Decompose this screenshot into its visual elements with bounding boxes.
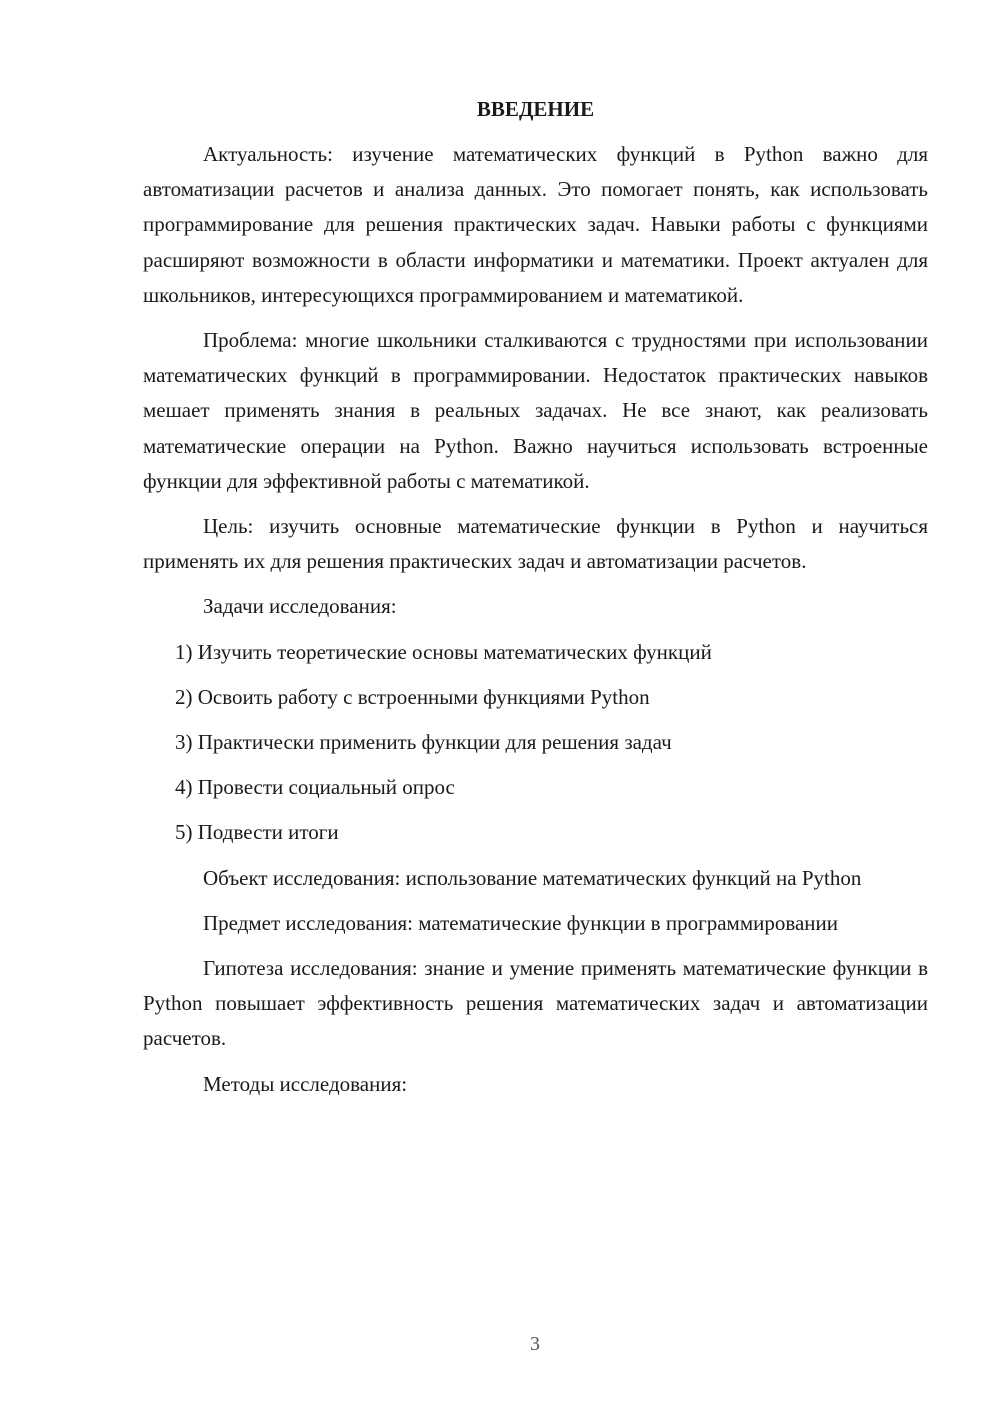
list-item: 4) Провести социальный опрос [175, 775, 455, 800]
paragraph-relevance: Актуальность: изучение математических функций в Python важно для автоматизации расчетов и анализа данных. Это помогает понять, как использовать программирование для решения практических задач. Навыки работы с функциями расширяют возможности в области информатики и математики. Проект актуален для школьников, интересующихся программированием и математикой. [143, 142, 928, 307]
paragraph-problem: Проблема: многие школьники сталкиваются с трудностями при использовании математических функций в программировании. Недостаток практических навыков мешает применять знания в реальных задачах. Не все знают, как реализовать математические операции на Python. Важно научиться использовать встроенные функции для эффективной работы с математикой. [143, 328, 928, 493]
tasks-list [143, 635, 928, 851]
paragraph-subject: Предмет исследования: математические функции в программировании [203, 910, 839, 935]
page-number: 3 [530, 1333, 540, 1355]
paragraph-tasks-heading: Задачи исследования: [203, 594, 397, 619]
paragraph-hypothesis: Гипотеза исследования: знание и умение применять математические функции в Python повышает эффективность решения математических задач и автоматизации расчетов. [143, 956, 928, 1051]
list-item: 3) Практически применить функции для решения задач [175, 730, 672, 755]
section-title: ВВЕДЕНИЕ [476, 97, 595, 121]
list-item: 2) Освоить работу с встроенными функциями Python [175, 684, 650, 709]
list-item: 1) Изучить теоретические основы математических функций [175, 639, 712, 664]
paragraph-methods: Методы исследования: [203, 1071, 408, 1096]
paragraph-goal: Цель: изучить основные математические функции в Python и научиться применять их для решения практических задач и автоматизации расчетов. [143, 514, 928, 574]
document-page [143, 92, 928, 1112]
list-item: 5) Подвести итоги [175, 820, 339, 845]
paragraph-object: Объект исследования: использование математических функций на Python [203, 865, 862, 890]
